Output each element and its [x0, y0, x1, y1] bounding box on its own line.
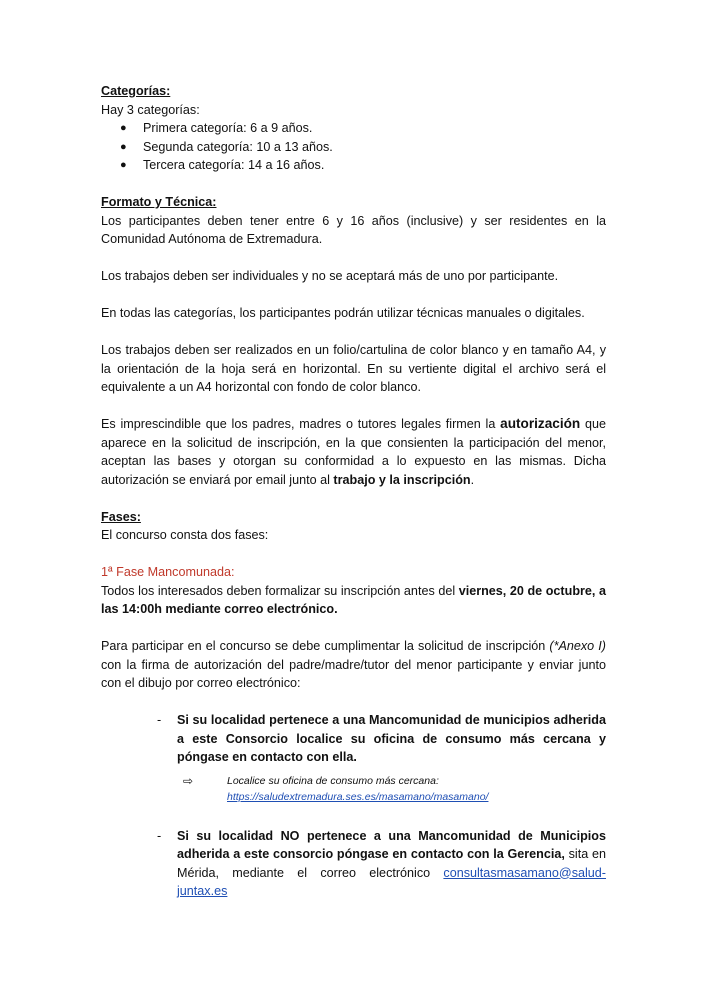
fase1-paragraph-1 — [101, 582, 606, 619]
text-span: Es imprescindible que los padres, madres o tutores legales firmen la — [101, 417, 501, 431]
formato-paragraph-3: En todas las categorías, los participantes podrán utilizar técnicas manuales o digitales. — [101, 306, 585, 320]
list-item-text: Segunda categoría: 10 a 13 años. — [143, 139, 333, 154]
list-item-text: Si su localidad pertenece a una Mancomunidad de municipios adherida a este Consorcio localice su oficina de consumo más cercana y póngase en contacto con ella. — [177, 713, 606, 764]
list-item-text: Primera categoría: 6 a 9 años. — [143, 121, 313, 135]
formato-paragraph-1: Los participantes deben tener entre 6 y 16 años (inclusive) y ser residentes en la Comunidad Autónoma de Extremadura. — [101, 213, 606, 246]
categorias-intro: Hay 3 categorías: — [101, 102, 200, 117]
fase1-title: 1ª Fase Mancomunada: — [101, 565, 235, 579]
deadline-emphasis: viernes, 20 de octubre, a las 14:00h mediante correo electrónico. — [101, 583, 606, 616]
fases-intro: El concurso consta dos fases: — [101, 528, 269, 542]
formato-paragraph-5 — [101, 415, 606, 489]
bullet-icon: ● — [120, 122, 127, 134]
document-content — [101, 82, 606, 901]
list-item-text: Tercera categoría: 14 a 16 años. — [143, 158, 325, 172]
text-span: que aparece en la solicitud de inscripción, en la que consienten la participación del menor, aceptan las bases y otorgan su conformidad a lo expuesto en las mismas. Dicha autorización se enviará por email junto al — [101, 417, 606, 487]
dash-list-item-2 — [101, 827, 606, 901]
text-span: Todos los interesados deben formalizar su inscripción antes del — [101, 583, 459, 598]
fase1-paragraph-2 — [101, 637, 606, 693]
bullet-icon: ● — [120, 159, 127, 171]
dash-icon: - — [157, 828, 162, 843]
formato-heading: Formato y Técnica: — [101, 195, 217, 209]
categorias-list — [101, 119, 606, 175]
text-span: sita en Mérida, mediante el correo electrónico — [177, 847, 606, 880]
trabajo-inscripcion-emphasis: trabajo y la inscripción — [333, 472, 471, 487]
autorizacion-emphasis: autorización — [500, 416, 581, 431]
oficina-hint-text: Localice su oficina de consumo más cercana: — [227, 774, 439, 787]
email-link[interactable]: consultasmasamano@salud-juntax.es — [177, 865, 606, 898]
list-item — [101, 119, 606, 138]
formato-paragraph-2: Los trabajos deben ser individuales y no se aceptará más de uno por participante. — [101, 269, 559, 283]
list-item — [101, 156, 606, 175]
formato-paragraph-4: Los trabajos deben ser realizados en un folio/cartulina de color blanco y en tamaño A4, y la orientación de la hoja será en horizontal. En su vertiente digital el archivo será el equivalente a un A4 horizontal con fondo de color blanco. — [101, 343, 606, 394]
dash-list-item-1 — [101, 711, 606, 767]
bullet-icon: ● — [120, 140, 127, 153]
text-span: con la firma de autorización del padre/madre/tutor del menor participante y enviar junto con el dibujo por correo electrónico: — [101, 657, 606, 690]
arrow-right-icon: ⇨ — [183, 773, 194, 788]
fases-heading: Fases: — [101, 509, 141, 524]
list-item — [101, 138, 606, 157]
oficina-hint — [101, 773, 606, 805]
dash-icon: - — [157, 713, 162, 727]
anexo-reference: (*Anexo I) — [549, 639, 606, 653]
categorias-heading: Categorías: — [101, 84, 171, 98]
oficina-link[interactable]: https://saludextremadura.ses.es/masamano/masamano/ — [227, 790, 489, 803]
text-span: Para participar en el concurso se debe cumplimentar la solicitud de inscripción — [101, 639, 550, 653]
gerencia-emphasis: Si su localidad NO pertenece a una Mancomunidad de Municipios adherida a este consorcio póngase en contacto con la Gerencia, — [177, 828, 606, 861]
text-span: . — [470, 472, 475, 487]
